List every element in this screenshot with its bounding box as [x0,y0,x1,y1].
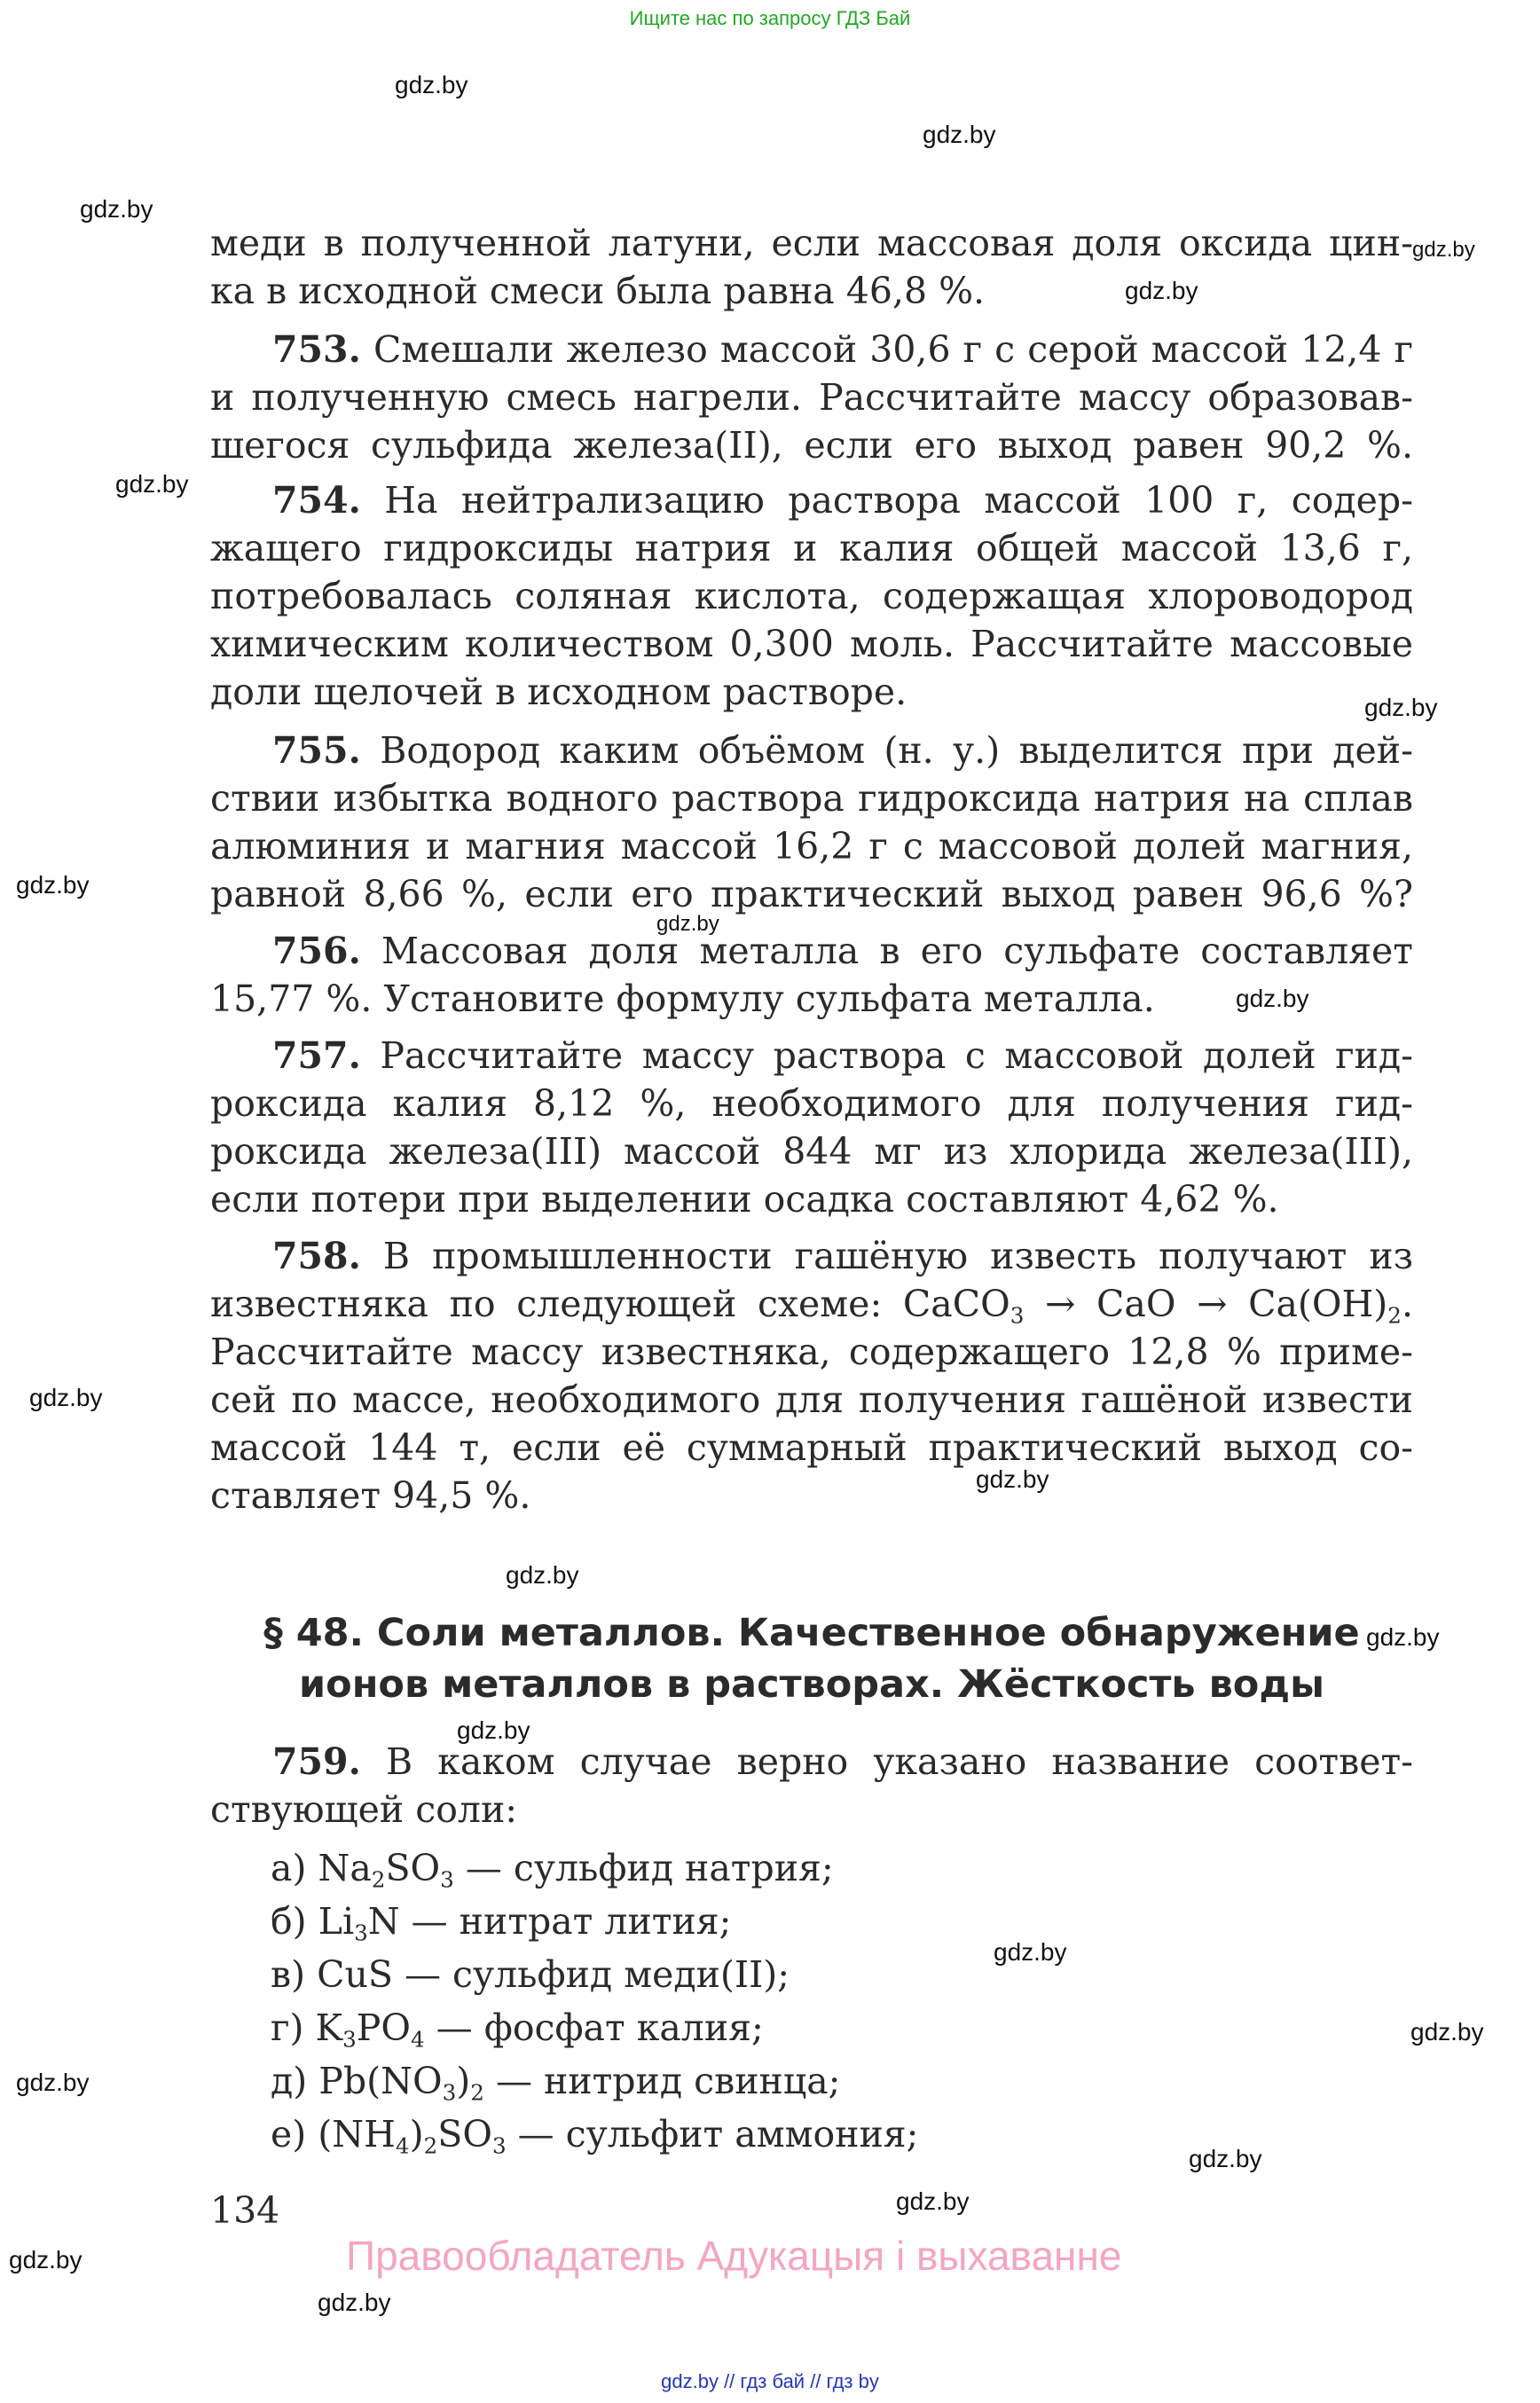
copyright-notice: Правообладатель Адукацыя і выхаванне [346,2233,1122,2279]
text-span: Водород каким объёмом (н. у.) выделится при дей- [380,729,1413,772]
watermark: gdz.by [1364,694,1438,721]
answer-option: д) $Pb(NO_3)_2$ — нитрид свинца; [271,2060,841,2106]
answer-option: г) $K_3PO_4$ — фосфат калия; [271,2006,764,2053]
text-line: Рассчитайте массу известняка, содержащего 12,8 % приме- [210,1331,1413,1373]
text-line: если потери при выделении осадка составляют 4,62 %. [210,1178,1279,1221]
watermark: gdz.by [318,2289,391,2316]
watermark: gdz.by [1189,2145,1262,2172]
text-line: равной 8,66 %, если его практический выход равен 96,6 %? [210,873,1413,915]
text-line: шегося сульфида железа(II), если его выход равен 90,2 %. [210,424,1413,467]
text-line: химическим количеством 0,300 моль. Рассчитайте массовые [210,623,1413,665]
watermark: gdz.by [1412,238,1475,262]
text-line: и полученную смесь нагрели. Рассчитайте массу образовав- [210,376,1413,419]
watermark: gdz.by [1410,2018,1484,2046]
problem-number: 753. [272,328,361,371]
text-line: меди в полученной латуни, если массовая доля оксида цин- [210,222,1413,264]
answer-option: б) $Li_3N$ — нитрат лития; [271,1900,732,1946]
watermark: gdz.by [16,2069,90,2096]
problem-number: 757. [272,1034,361,1077]
watermark: gdz.by [923,121,996,148]
answer-option: а) $Na_2SO_3$ — сульфид натрия; [271,1847,834,1893]
problem-757-line [272,1034,1413,1077]
watermark: gdz.by [976,1465,1049,1493]
footer-links[interactable]: gdz.by // гдз бай // гдз by [661,2370,879,2392]
problem-753-line [272,328,1413,371]
text-line: массой 144 т, если её суммарный практический выход со- [210,1426,1413,1469]
text-span: В промышленности гашёную известь получают из [382,1235,1413,1277]
watermark: gdz.by [29,1384,103,1411]
watermark: gdz.by [9,2246,82,2273]
text-line: роксида железа(III) массой 844 мг из хлорида железа(III), [210,1130,1413,1173]
problem-number: 756. [272,930,361,972]
text-span: Массовая доля металла в его сульфате составляет [381,930,1413,972]
text-line: ствующей соли: [210,1788,518,1831]
watermark: gdz.by [457,1716,530,1744]
answer-option: в) CuS — сульфид меди(II); [271,1953,790,1996]
problem-759-line [272,1740,1413,1783]
problem-755-line [272,729,1413,772]
text-line: 15,77 %. Установите формулу сульфата металла. [210,978,1155,1020]
watermark: gdz.by [1366,1623,1440,1651]
watermark: gdz.by [506,1561,579,1589]
problem-number: 754. [272,479,361,522]
text-line: потребовалась соляная кислота, содержащая хлороводород [210,575,1413,617]
text-line: жащего гидроксиды натрия и калия общей массой 13,6 г, [210,527,1413,569]
section-title: ионов металлов в растворах. Жёсткость воды [299,1662,1324,1707]
problem-number: 759. [272,1740,361,1783]
watermark: gdz.by [80,195,153,223]
text-span: На нейтрализацию раствора массой 100 г, содер- [384,479,1413,522]
watermark: gdz.by [994,1938,1067,1966]
watermark: gdz.by [395,71,468,98]
problem-754-line [272,479,1413,522]
watermark: gdz.by [896,2187,970,2215]
problem-number: 755. [272,729,361,772]
text-line: алюминия и магния массой 16,2 г с массовой долей магния, [210,825,1413,868]
answer-option: е) $(NH_4)_2SO_3$ — сульфит аммония; [271,2113,919,2159]
text-span: Смешали железо массой 30,6 г с серой массой 12,4 г [373,328,1413,371]
problem-756-line [272,930,1413,972]
text-line: доли щелочей в исходном растворе. [210,671,908,713]
text-line: известняка по следующей схеме: CaCO$_3$ → CaO → $Ca(OH)_2$. [210,1283,1413,1329]
text-span: Рассчитайте массу раствора с массовой долей гид- [380,1034,1413,1077]
problem-758-line [272,1235,1413,1277]
watermark: gdz.by [656,912,719,936]
watermark: gdz.by [1236,985,1309,1012]
text-span: В каком случае верно указано название соответ- [385,1740,1413,1783]
page-number: 134 [210,2189,280,2232]
text-line: сей по массе, необходимого для получения гашёной извести [210,1378,1413,1421]
text-line: ставляет 94,5 %. [210,1474,531,1517]
watermark: gdz.by [115,470,189,498]
watermark: gdz.by [16,871,90,899]
text-line: ка в исходной смеси была равна 46,8 %. [210,270,986,312]
top-banner[interactable]: Ищите нас по запросу ГДЗ Бай [629,7,911,29]
text-line: ствии избытка водного раствора гидроксида натрия на сплав [210,777,1413,820]
text-line: роксида калия 8,12 %, необходимого для получения гид- [210,1082,1413,1125]
watermark: gdz.by [1125,277,1198,304]
section-title: § 48. Соли металлов. Качественное обнаружение [263,1611,1360,1655]
problem-number: 758. [272,1235,361,1277]
